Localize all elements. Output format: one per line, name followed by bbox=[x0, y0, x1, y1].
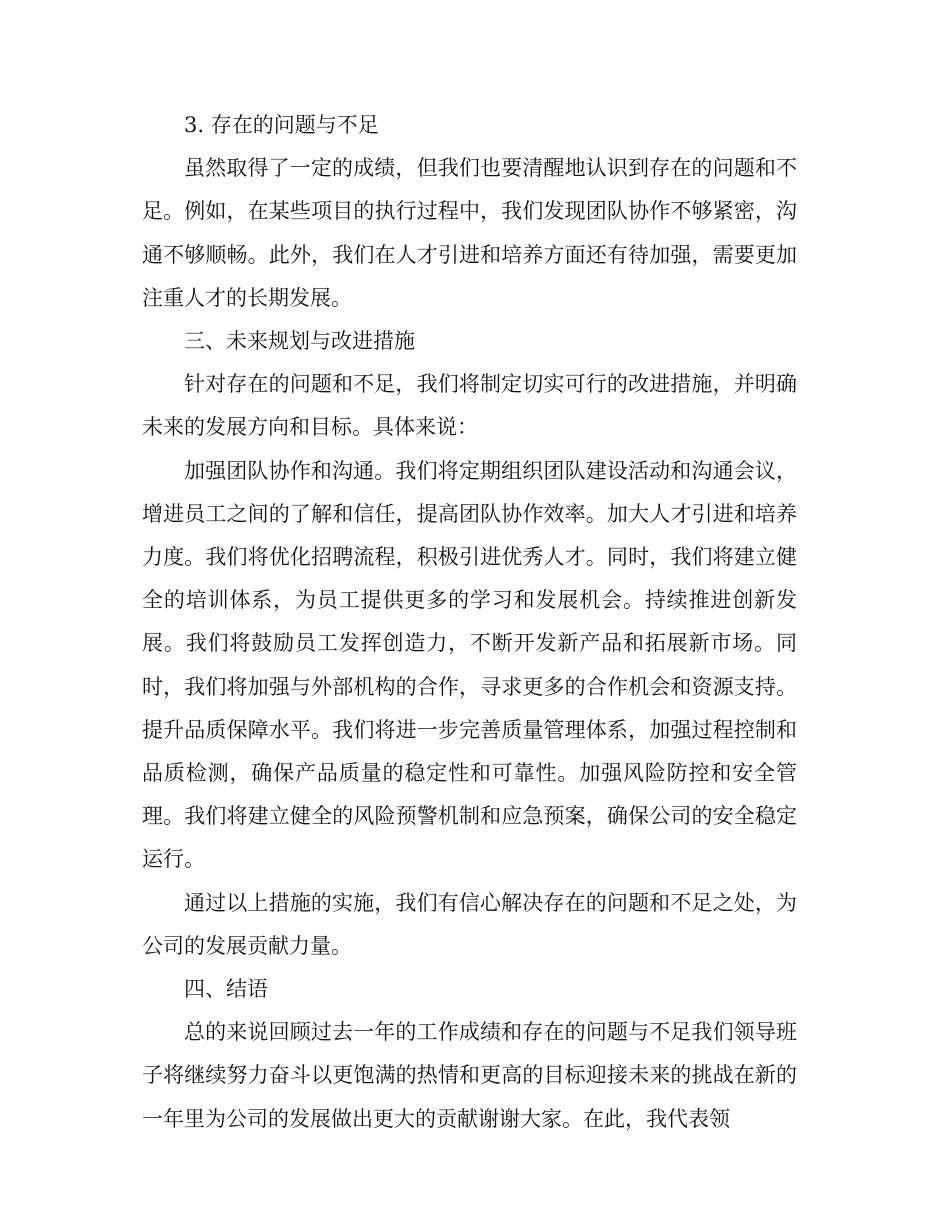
paragraph-problems: 虽然取得了一定的成绩，但我们也要清醒地认识到存在的问题和不足。例如，在某些项目的执行过程中，我们发现团队协作不够紧密，沟通不够顺畅。此外，我们在人才引进和培养方面还有待加强，需要更加注重人才的长期发展。 bbox=[142, 156, 797, 310]
section-heading-future-plans: 三、未来规划与改进措施 bbox=[184, 329, 415, 354]
document-body bbox=[142, 104, 797, 1141]
paragraph-conclusion: 总的来说回顾过去一年的工作成绩和存在的问题与不足我们领导班子将继续努力奋斗以更饱满的热情和更高的目标迎接未来的挑战在新的一年里为公司的发展做出更大的贡献谢谢大家。在此，我代表领 bbox=[142, 1020, 797, 1131]
paragraph-confidence: 通过以上措施的实施，我们有信心解决存在的问题和不足之处，为公司的发展贡献力量。 bbox=[142, 890, 797, 958]
section-heading-problems: 3. 存在的问题与不足 bbox=[184, 113, 379, 137]
paragraph-improvement-measures: 加强团队协作和沟通。我们将定期组织团队建设活动和沟通会议，增进员工之间的了解和信任，提高团队协作效率。加大人才引进和培养力度。我们将优化招聘流程，积极引进优秀人才。同时，我们将建立健全的培训体系，为员工提供更多的学习和发展机会。持续推进创新发展。我们将鼓励员工发挥创造力，不断开发新产品和拓展新市场。同时，我们将加强与外部机构的合作，寻求更多的合作机会和资源支持。提升品质保障水平。我们将进一步完善质量管理体系，加强过程控制和品质检测，确保产品质量的稳定性和可靠性。加强风险防控和安全管理。我们将建立健全的风险预警机制和应急预案，确保公司的安全稳定运行。 bbox=[142, 458, 797, 872]
paragraph-plans-intro: 针对存在的问题和不足，我们将制定切实可行的改进措施，并明确未来的发展方向和目标。具体来说： bbox=[142, 372, 797, 440]
section-heading-conclusion: 四、结语 bbox=[184, 977, 268, 1002]
